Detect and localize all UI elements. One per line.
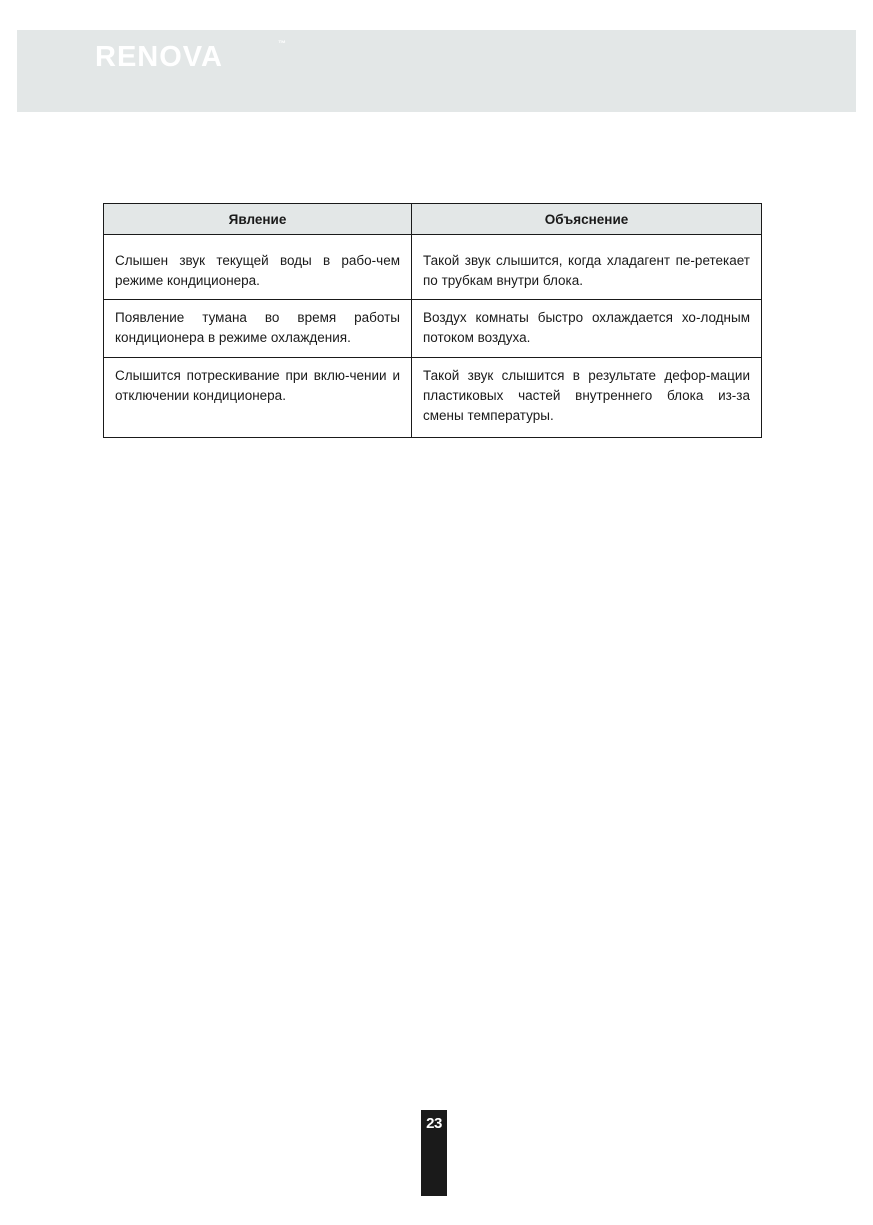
explanation-cell: Воздух комнаты быстро охлаждается хо-лодным потоком воздуха. — [412, 300, 762, 358]
brand-logo — [95, 39, 286, 73]
table-row — [104, 300, 762, 358]
troubleshooting-table — [103, 203, 762, 438]
page-number-tab — [421, 1110, 447, 1196]
table-row — [104, 235, 762, 300]
phenomenon-cell: Слышится потрескивание при вклю-чении и отключении кондиционера. — [104, 358, 412, 438]
explanation-cell: Такой звук слышится, когда хладагент пе-ретекает по трубкам внутри блока. — [412, 235, 762, 300]
table-row — [104, 358, 762, 438]
phenomenon-cell: Слышен звук текущей воды в рабо-чем режиме кондиционера. — [104, 235, 412, 300]
column-header-explanation: Объяснение — [412, 204, 762, 235]
phenomenon-cell: Появление тумана во время работы кондиционера в режиме охлаждения. — [104, 300, 412, 358]
trademark-mark: ™ — [278, 39, 286, 48]
page-number: 23 — [426, 1115, 442, 1132]
table-header-row — [104, 204, 762, 235]
column-header-phenomenon: Явление — [104, 204, 412, 235]
brand-logo-text: RENOVA — [95, 41, 223, 73]
explanation-cell: Такой звук слышится в результате дефор-мации пластиковых частей внутреннего блока из-за смены температуры. — [412, 358, 762, 438]
